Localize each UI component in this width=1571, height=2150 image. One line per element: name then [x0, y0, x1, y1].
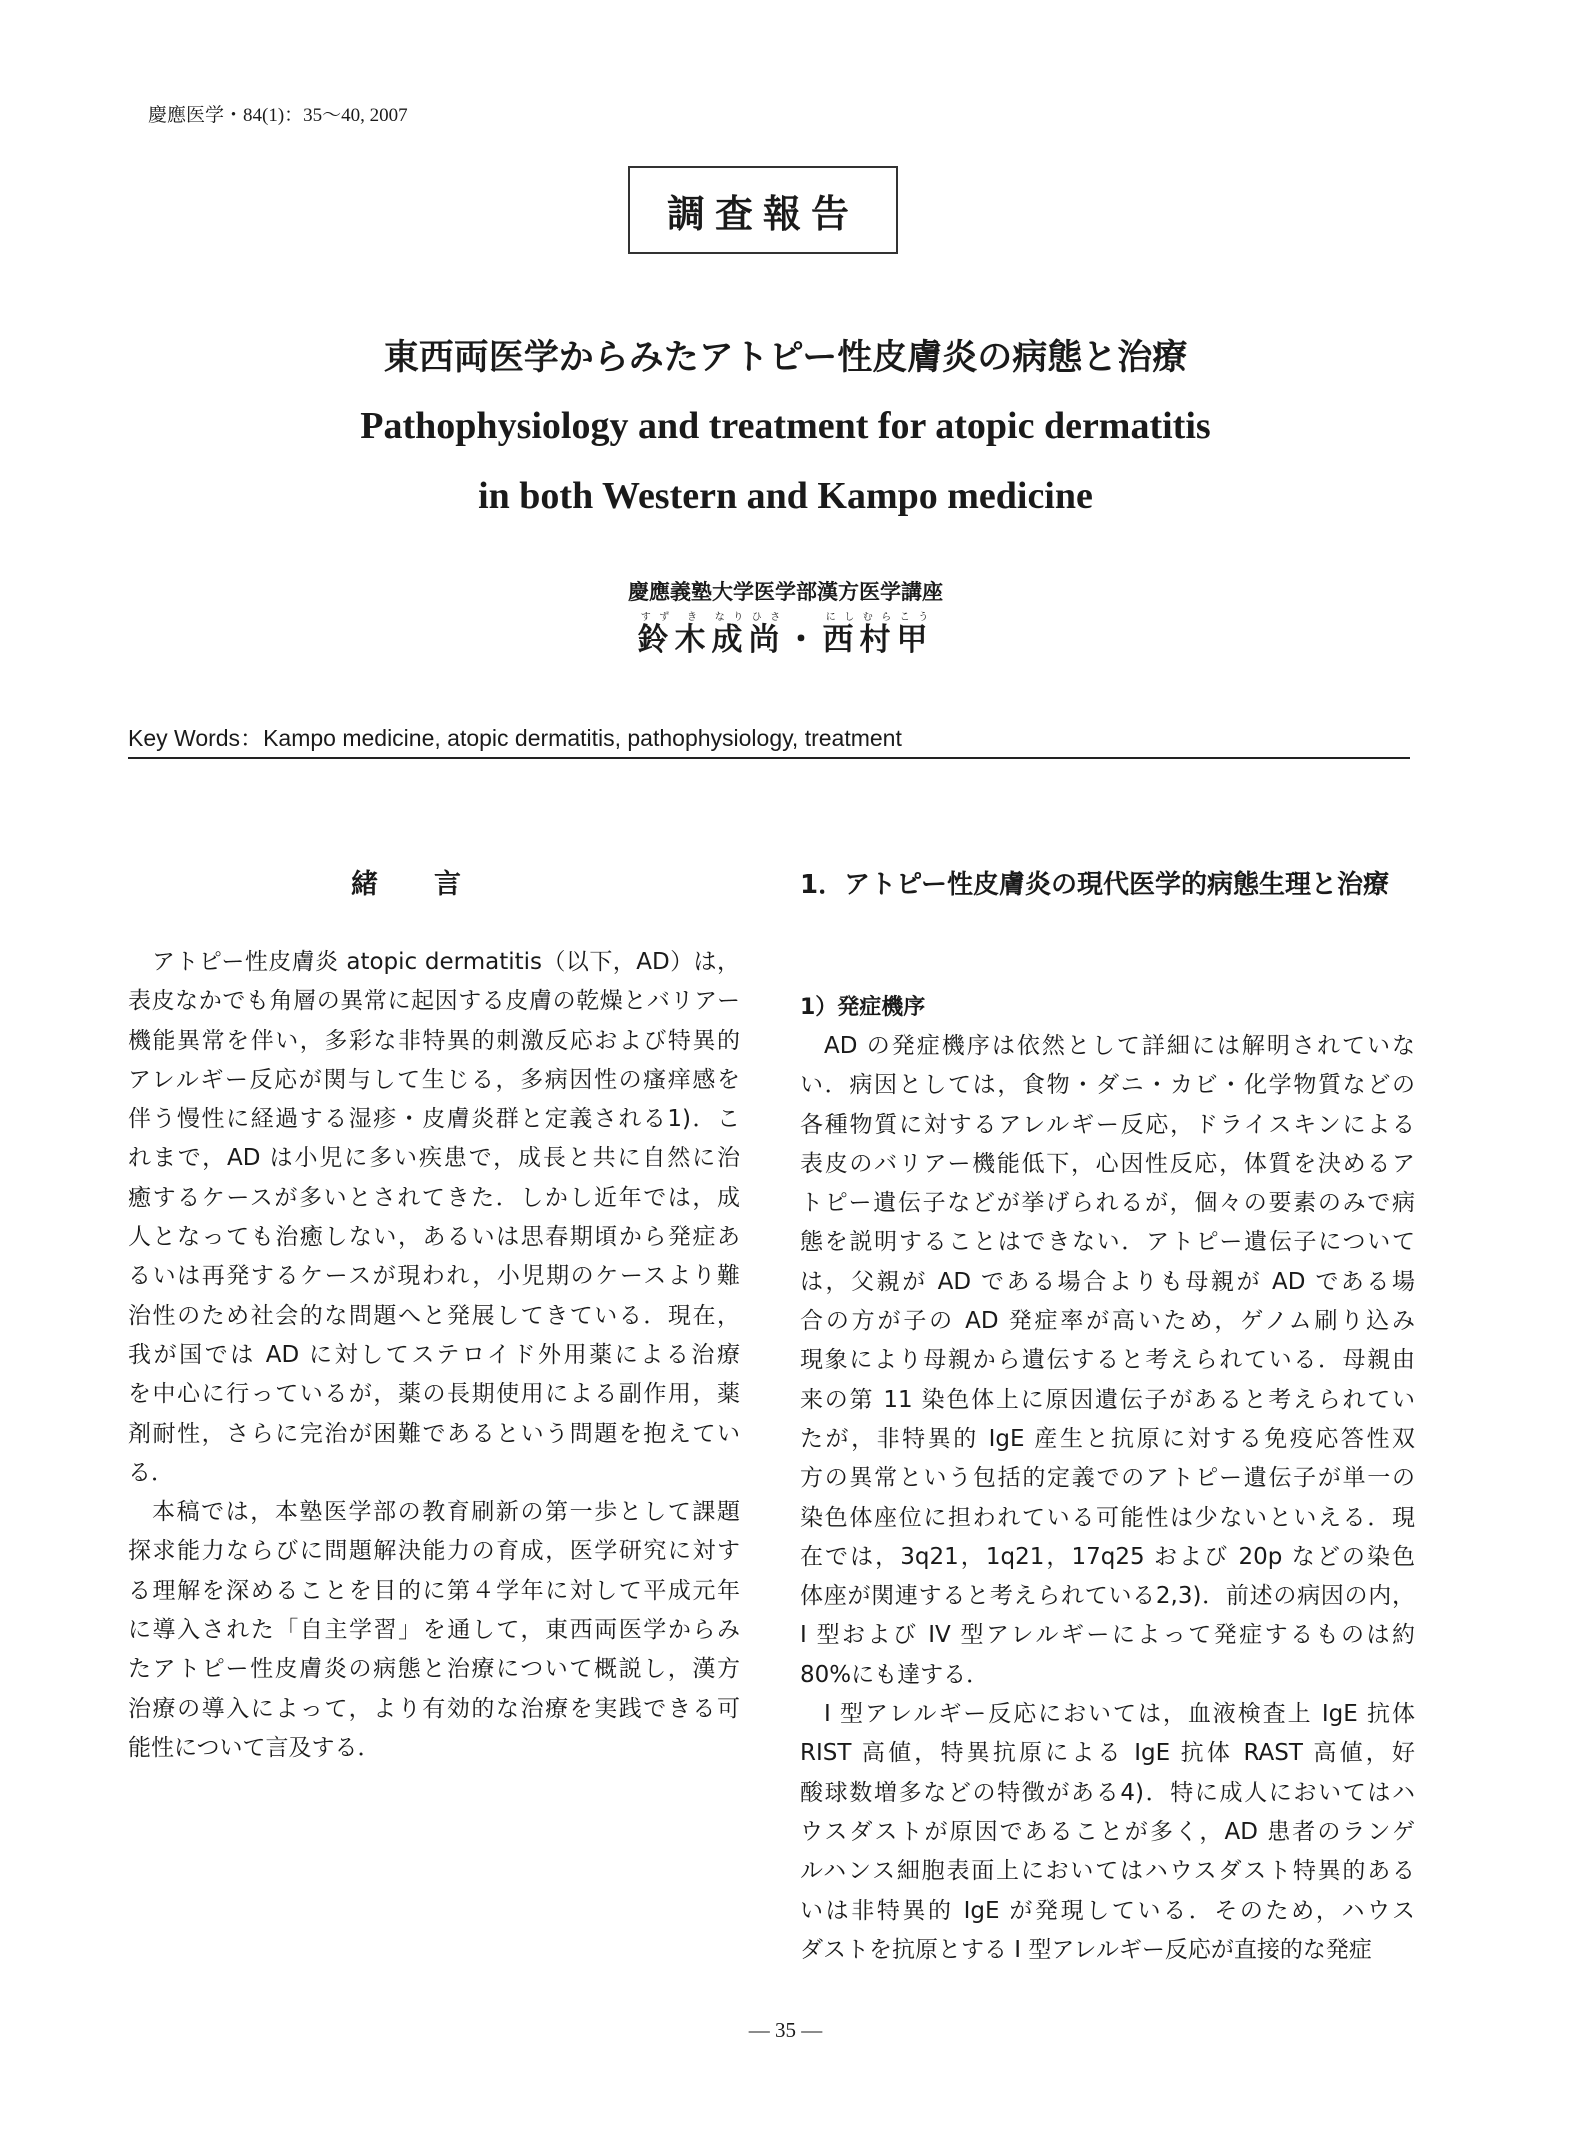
text-line: 表皮のバリアー機能低下，心因性反応，体質を決めるア [800, 1150, 1415, 1177]
title-english-line2: in both Western and Kampo medicine [478, 475, 1093, 517]
text-line: を中心に行っているが，薬の長期使用による副作用，薬 [128, 1381, 740, 1408]
text-line: 合の方が子の AD 発症率が高いため，ゲノム刷り込み [800, 1308, 1415, 1335]
text-line: 方の異常という包括的定義でのアトピー遺伝子が単一の [800, 1465, 1415, 1492]
author-ruby: なり [711, 612, 749, 623]
text-line: 現象により母親から遺伝すると考えられている．母親由 [800, 1347, 1415, 1374]
author-character [859, 612, 897, 658]
author-character [637, 612, 675, 658]
title-japanese: 東西両医学からみたアトピー性皮膚炎の病態と治療 [383, 338, 1188, 378]
text-line: たが，非特異的 IgE 産生と抗原に対する免疫応答性双 [800, 1425, 1415, 1452]
subsection-heading-1-1: 1）発症機序 [800, 995, 926, 1020]
text-line: 我が国では AD に対してステロイド外用薬による治療 [128, 1341, 740, 1368]
text-line: 在では，3q21，1q21，17q25 および 20p などの染色 [800, 1543, 1415, 1570]
text-line: 酸球数増多などの特徴がある4)．特に成人においてはハ [800, 1779, 1415, 1806]
text-line: いは非特異的 IgE が発現している．そのため，ハウス [800, 1897, 1415, 1924]
text-line: 染色体座位に担われている可能性は少ないといえる．現 [800, 1504, 1415, 1531]
text-line: 探求能力ならびに問題解決能力の育成，医学研究に対す [128, 1538, 740, 1565]
text-line: ルハンス細胞表面上においてはハウスダスト特異的ある [800, 1858, 1415, 1885]
text-line: AD の発症機序は依然として詳細には解明されていな [824, 1033, 1415, 1059]
author-kanji: 尚 [748, 622, 786, 658]
author-ruby: むら [859, 612, 897, 623]
text-line: 能性について言及する． [128, 1734, 381, 1761]
text-line: ダストを抗原とする I 型アレルギー反応が直接的な発症 [800, 1936, 1372, 1963]
text-line: 各種物質に対するアレルギー反応，ドライスキンによる [800, 1111, 1415, 1138]
text-line: 剤耐性，さらに完治が困難であるという問題を抱えてい [128, 1420, 740, 1447]
text-line: れまで，AD は小児に多い疾患で，成長と共に自然に治 [128, 1145, 740, 1172]
text-line: 態を説明することはできない．アトピー遺伝子について [800, 1229, 1415, 1256]
right-column-body [800, 1027, 1415, 1970]
keywords-value: Kampo medicine, atopic dermatitis, pathophysiology, treatment [263, 725, 902, 751]
text-line: 治性のため社会的な問題へと発展してきている．現在， [128, 1302, 740, 1329]
article-category-box: 調査報告 [628, 166, 898, 254]
text-line: アトピー性皮膚炎 atopic dermatitis（以下，AD）は， [152, 949, 740, 975]
text-line: 伴う慢性に経過する湿疹・皮膚炎群と定義される1)．こ [128, 1106, 740, 1133]
author-ruby: にし [822, 612, 860, 623]
author-kanji: 成 [711, 622, 749, 658]
page-number: — 35 — [748, 2018, 823, 2042]
text-line: I 型および IV 型アレルギーによって発症するものは約 [800, 1622, 1415, 1649]
text-line: トピー遺伝子などが挙げられるが，個々の要素のみで病 [800, 1190, 1415, 1217]
text-line: 表皮なかでも角層の異常に起因する皮膚の乾燥とバリアー [128, 988, 740, 1015]
left-column-body [128, 943, 740, 1768]
author-kanji: 甲 [896, 622, 934, 658]
author-kanji: 西 [822, 622, 860, 658]
text-line: 本稿では，本塾医学部の教育刷新の第一歩として課題 [152, 1499, 740, 1526]
keywords [128, 720, 902, 753]
text-line: る． [128, 1459, 174, 1486]
section-heading-1: 1．アトピー性皮膚炎の現代医学的病態生理と治療 [800, 870, 1390, 900]
author-kanji: 村 [859, 622, 897, 658]
text-line: 癒するケースが多いとされてきた．しかし近年では，成 [128, 1184, 740, 1211]
title-english-line1: Pathophysiology and treatment for atopic dermatitis [360, 405, 1211, 447]
text-line: RIST 高値，特異抗原による IgE 抗体 RAST 高値，好 [800, 1740, 1415, 1767]
author-character [711, 612, 749, 658]
author-ruby: こう [896, 612, 934, 623]
text-line: I 型アレルギー反応においては，血液検査上 IgE 抗体 [824, 1701, 1415, 1728]
author-character [896, 612, 934, 658]
text-line: 人となっても治癒しない，あるいは思春期頃から発症あ [128, 1224, 740, 1251]
text-line: ウスダストが原因であることが多く，AD 患者のランゲ [800, 1818, 1415, 1845]
author-kanji: 鈴 [637, 622, 675, 658]
text-line: に導入された「自主学習」を通して，東西両医学からみ [128, 1617, 740, 1644]
author-kanji: ・ [785, 622, 823, 658]
author-kanji: 木 [674, 622, 712, 658]
keywords-label: Key Words： [128, 725, 264, 751]
text-line: 治療の導入によって，より有効的な治療を実践できる可 [128, 1695, 740, 1722]
author-ruby: すず [637, 612, 675, 623]
text-line: たアトピー性皮膚炎の病態と治療について概説し，漢方 [128, 1656, 740, 1683]
text-line: 機能異常を伴い，多彩な非特異的刺激反応および特異的 [128, 1027, 740, 1054]
text-line: 来の第 11 染色体上に原因遺伝子があると考えられてい [800, 1386, 1415, 1413]
text-line: るいは再発するケースが現われ，小児期のケースより難 [128, 1263, 740, 1290]
journal-citation: 慶應医学・84(1)：35〜40, 2007 [148, 105, 408, 126]
text-line: い．病因としては，食物・ダニ・カビ・化学物質などの [800, 1072, 1415, 1099]
text-line: は，父親が AD である場合よりも母親が AD である場 [800, 1268, 1415, 1295]
authors [0, 612, 1571, 659]
text-line: る理解を深めることを目的に第４学年に対して平成元年 [128, 1577, 740, 1604]
author-ruby: ひさ [748, 612, 786, 623]
author-character [786, 622, 823, 658]
text-line: 体座が関連すると考えられている2,3)．前述の病因の内， [800, 1583, 1415, 1610]
divider-rule [128, 757, 1410, 759]
author-character [674, 612, 712, 658]
section-heading-introduction: 緒言 [351, 869, 517, 900]
author-character [822, 612, 860, 658]
author-ruby: き [674, 612, 712, 623]
text-line: 80%にも達する． [800, 1661, 990, 1688]
text-line: アレルギー反応が関与して生じる，多病因性の瘙痒感を [128, 1066, 740, 1093]
author-character [748, 612, 786, 658]
affiliation: 慶應義塾大学医学部漢方医学講座 [628, 580, 943, 604]
